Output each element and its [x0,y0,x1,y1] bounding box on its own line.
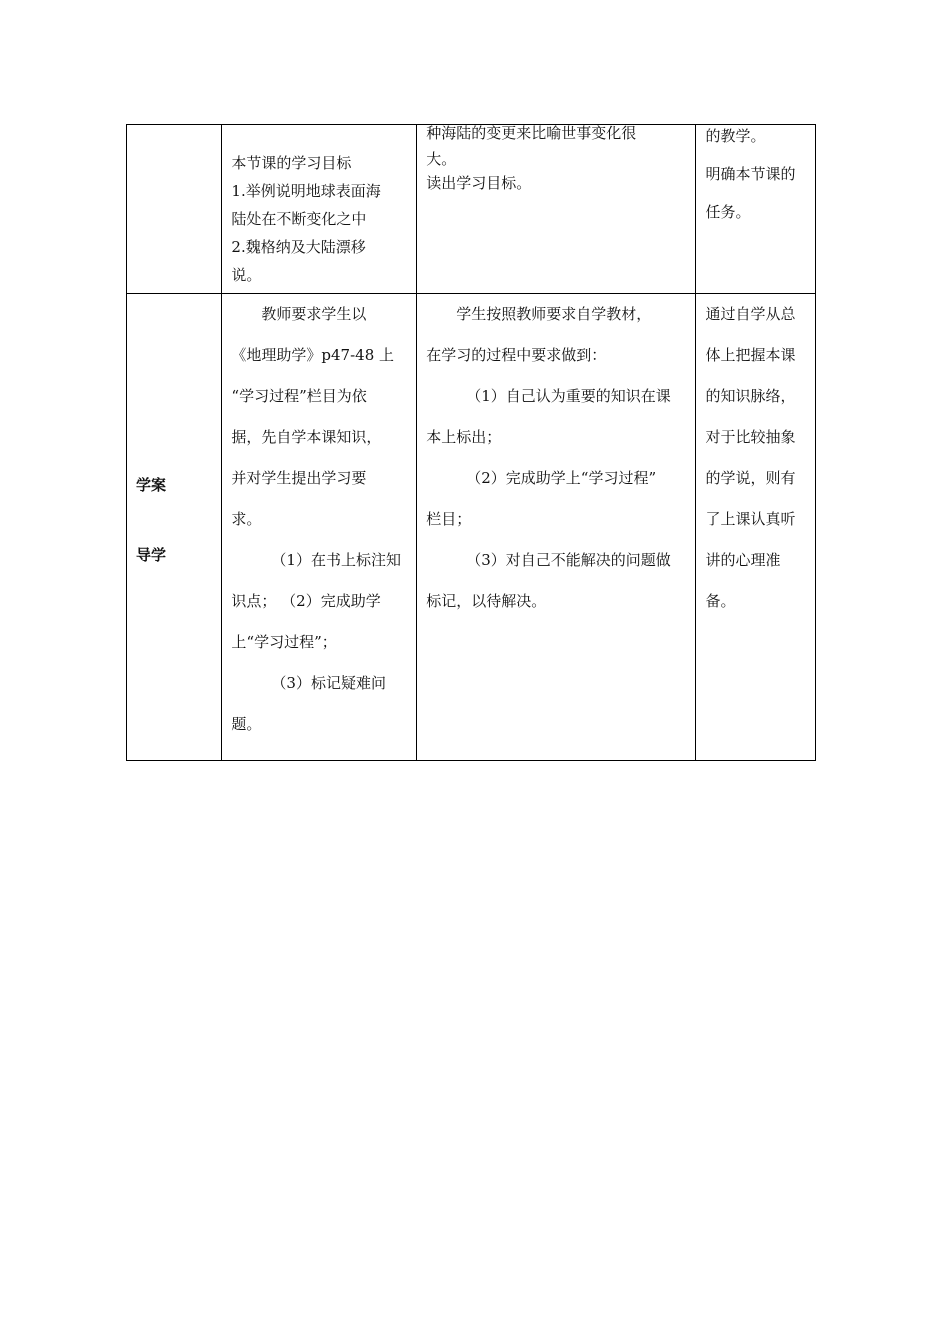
lesson-plan-table [126,124,816,761]
text-line: 明确本节课的 [705,165,796,183]
text-line: 通过自学从总 [705,305,796,323]
student-activity-cell [417,125,696,294]
text-line: 题。 [231,715,262,733]
text-line: 的教学。 [705,127,766,145]
design-intent-cell [696,294,816,761]
text-line: 上“学习过程”； [231,633,337,651]
student-activity-cell [417,294,696,761]
text-line: 的知识脉络， [705,387,796,405]
design-intent-cell [696,125,816,294]
text-line: 种海陆的变更来比喻世事变化很 [426,124,637,142]
text-line: 栏目； [426,510,472,528]
text-line: 求。 [231,510,262,528]
text-line: （3）对自己不能解决的问题做 [466,551,671,569]
text-line: （2）完成助学上“学习过程” [466,469,657,487]
table-row-guided-study [127,294,816,761]
text-line: 识点； （2）完成助学 [231,592,381,610]
text-line: 陆处在不断变化之中 [231,210,367,228]
text-line: “学习过程”栏目为依 [231,387,367,405]
teacher-activity-cell [222,294,417,761]
text-line: 并对学生提出学习要 [231,469,367,487]
text-line: 教师要求学生以 [261,305,367,323]
text-line: 1.举例说明地球表面海 [231,182,381,200]
text-line: 讲的心理准 [705,551,781,569]
text-line: 学生按照教师要求自学教材， [456,305,652,323]
text-line: 对于比较抽象 [705,428,796,446]
text-line: （1）在书上标注知 [271,551,401,569]
text-line: 大。 [426,150,457,168]
text-line: 体上把握本课 [705,346,796,364]
text-line: 备。 [705,592,736,610]
text-line: 本上标出； [426,428,502,446]
text-line: 本节课的学习目标 [231,154,352,172]
text-line: 在学习的过程中要求做到： [426,346,607,364]
teacher-activity-cell [222,125,417,294]
section-label-line-1: 学案 [136,476,167,494]
section-label-cell [127,294,222,761]
section-label-line-2: 导学 [136,546,167,564]
text-line: 说。 [231,266,262,284]
text-line: 了上课认真听 [705,510,796,528]
text-line: 标记，以待解决。 [426,592,547,610]
text-line: 《地理助学》p47-48 上 [231,346,395,364]
text-line: （1）自己认为重要的知识在课 [466,387,671,405]
section-label-cell-empty [127,125,222,294]
text-line: 读出学习目标。 [426,174,532,192]
text-line: 据，先自学本课知识， [231,428,382,446]
text-line: 的学说，则有 [705,469,796,487]
table-row-objectives [127,125,816,294]
text-line: 2.魏格纳及大陆漂移 [231,238,366,256]
text-line: （3）标记疑难问 [271,674,386,692]
text-line: 任务。 [705,203,751,221]
